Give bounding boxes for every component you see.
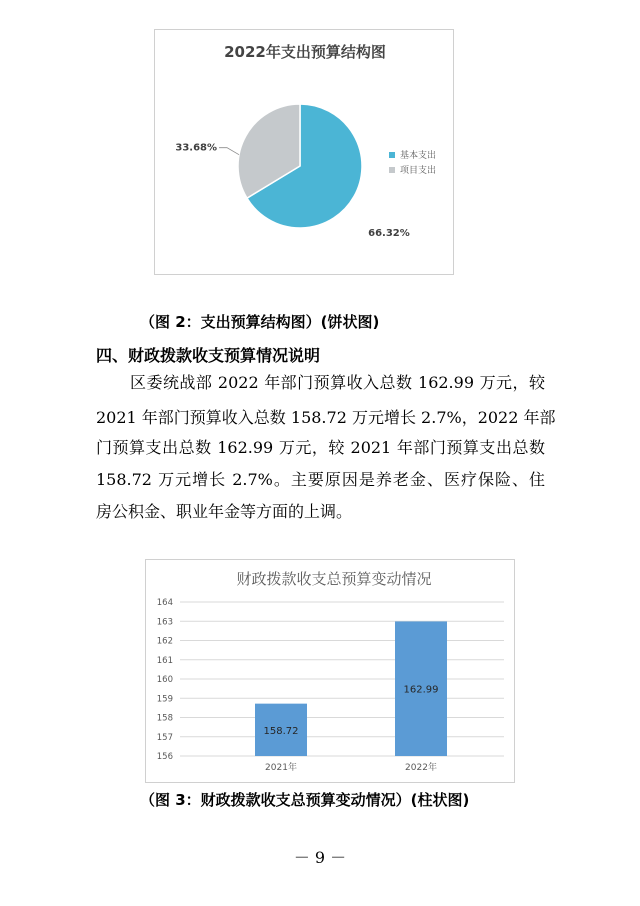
paragraph-line: 房公积金、职业年金等方面的上调。 <box>96 502 353 521</box>
legend-swatch <box>389 167 395 173</box>
page-number: － 9 － <box>293 848 347 867</box>
bar-data-label: 158.72 <box>263 725 299 737</box>
paragraph-line: 2021 年部门预算收入总数 158.72 万元增长 2.7%，2022 年部 <box>96 408 556 427</box>
y-tick-label: 161 <box>156 655 173 666</box>
y-tick-label: 160 <box>156 675 173 685</box>
paragraph-line: 门预算支出总数 162.99 万元，较 2021 年部门预算支出总数 <box>96 438 545 457</box>
y-tick-label: 159 <box>156 694 173 705</box>
bar-chart-title: 财政拨款收支总预算变动情况 <box>236 570 432 588</box>
x-tick-label: 2021年 <box>265 763 297 773</box>
paragraph-line: 158.72 万元增长 2.7%。主要原因是养老金、医疗保险、住 <box>96 470 545 489</box>
y-tick-label: 163 <box>156 617 173 628</box>
legend-label: 项目支出 <box>400 166 437 176</box>
x-tick-label: 2022年 <box>405 763 437 773</box>
paragraph-line: 区委统战部 2022 年部门预算收入总数 162.99 万元，较 <box>130 373 545 392</box>
y-tick-label: 162 <box>156 636 173 647</box>
pie-chart-title: 2022年支出预算结构图 <box>224 43 386 61</box>
section-heading: 四、财政拨款收支预算情况说明 <box>96 346 321 365</box>
bar-data-label: 162.99 <box>403 684 439 696</box>
figure-2-caption: （图 2：支出预算结构图）(饼状图) <box>140 313 380 331</box>
figure-3-caption: （图 3：财政拨款收支总预算变动情况）(柱状图) <box>140 791 470 809</box>
pie-chart <box>155 30 455 276</box>
y-tick-label: 156 <box>156 752 173 762</box>
y-tick-label: 164 <box>156 598 173 608</box>
y-tick-label: 158 <box>156 713 173 724</box>
pie-leader-line <box>219 148 239 155</box>
bar-chart <box>146 560 516 784</box>
legend-label: 基本支出 <box>400 151 437 161</box>
pie-data-label: 66.32% <box>368 228 410 240</box>
bar-chart-frame <box>145 559 515 783</box>
pie-data-label: 33.68% <box>175 142 218 154</box>
pie-chart-frame <box>154 29 454 275</box>
legend-swatch <box>389 152 395 158</box>
y-tick-label: 157 <box>156 732 173 743</box>
